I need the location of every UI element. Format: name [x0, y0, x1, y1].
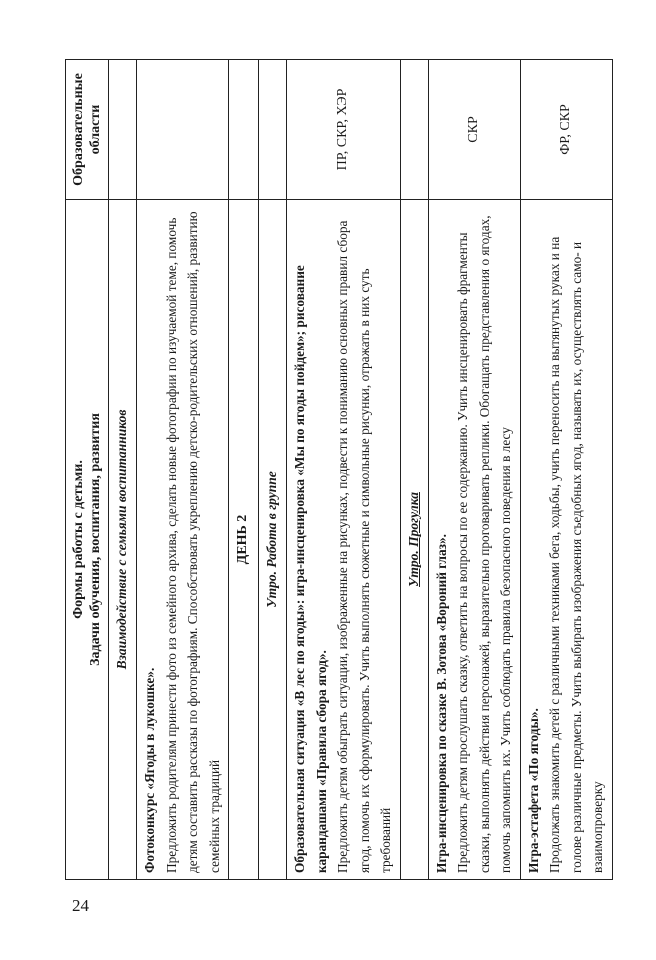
- table-row: [287, 60, 401, 880]
- edu-situation-areas: ПР, СКР, ХЭР: [287, 60, 401, 200]
- header-forms-line2: Задачи обучения, воспитания, развития: [88, 413, 103, 666]
- table-row: [259, 60, 287, 880]
- empty-cell: [259, 60, 287, 200]
- dramatization-text: Предложить детям прослушать сказку, ответить на вопросы по ее содержанию. Учить инсценировать фрагменты сказки, выполнять действия персонажей, выразительно проговаривать реплики. Обогащать представления о ягодах, помочь запомнить их. Учить соблюдать правила безопасного поведения в лесу: [455, 215, 513, 873]
- empty-cell: [137, 60, 229, 200]
- relay-cell: [520, 200, 612, 880]
- section-morning-group-heading: Утро. Работа в группе: [259, 200, 287, 880]
- relay-text: Продолжать знакомить детей с различными техниками бега, ходьбы, учить переносить на вытянутых руках и на голове различные предметы. Учить выбирать изображения съедобных ягод, называть их, осуществлять само- и взаимопроверку: [547, 236, 605, 873]
- relay-title: Игра-эстафета «По ягоды».: [525, 708, 541, 873]
- lesson-plan-table: [65, 59, 613, 880]
- empty-cell: [229, 60, 259, 200]
- photo-contest-text: Предложить родителям принести фото из семейного архива, сделать новые фотографии по изучаемой теме, помочь детям составить рассказы по фотографиям. Способствовать укреплению детско-родительских отношений, развитию семейных традиций: [163, 211, 222, 873]
- header-areas-line2: области: [88, 104, 103, 155]
- dramatization-areas: СКР: [428, 60, 520, 200]
- edu-situation-text: Предложить детям обыграть ситуации, изображенные на рисунках, подвести к пониманию основных правил сбора ягод, помочь их сформулировать. Учить выполнять сюжетные и символьные рисунки, отражать в них суть требований: [335, 220, 393, 873]
- day-heading: ДЕНЬ 2: [229, 200, 259, 880]
- header-areas-cell: [66, 60, 109, 200]
- dramatization-title: Игра-инсценировка по сказке В. Зотова «Вороний глаз».: [433, 534, 449, 873]
- table-row: [400, 60, 428, 880]
- section-morning-walk-heading: Утро. Прогулка: [400, 200, 428, 880]
- edu-situation-title: Образовательная ситуация «В лес по ягоды»: игра-инсценировка «Мы по ягоды пойдем»; рисование карандашами «Правила сбора ягод».: [292, 265, 329, 873]
- table-row: [428, 60, 520, 880]
- dramatization-cell: [428, 200, 520, 880]
- table-row: [229, 60, 259, 880]
- page-number: 24: [72, 896, 89, 915]
- empty-cell: [109, 60, 137, 200]
- table-row: [520, 60, 612, 880]
- header-areas-line1: Образовательные: [71, 73, 86, 186]
- table-row: [109, 60, 137, 880]
- rotated-page-content: [65, 60, 605, 880]
- header-forms-line1: Формы работы с детьми.: [71, 460, 86, 619]
- relay-areas: ФР, СКР: [520, 60, 612, 200]
- photo-contest-title: Фотоконкурс «Ягоды в лукошке».: [142, 667, 157, 873]
- header-forms-cell: [66, 200, 109, 880]
- edu-situation-cell: [287, 200, 401, 880]
- section-family-heading: Взаимодействие с семьями воспитанников: [109, 200, 137, 880]
- table-row: [137, 60, 229, 880]
- table-header-row: [66, 60, 109, 880]
- empty-cell: [400, 60, 428, 200]
- photo-contest-cell: [137, 200, 229, 880]
